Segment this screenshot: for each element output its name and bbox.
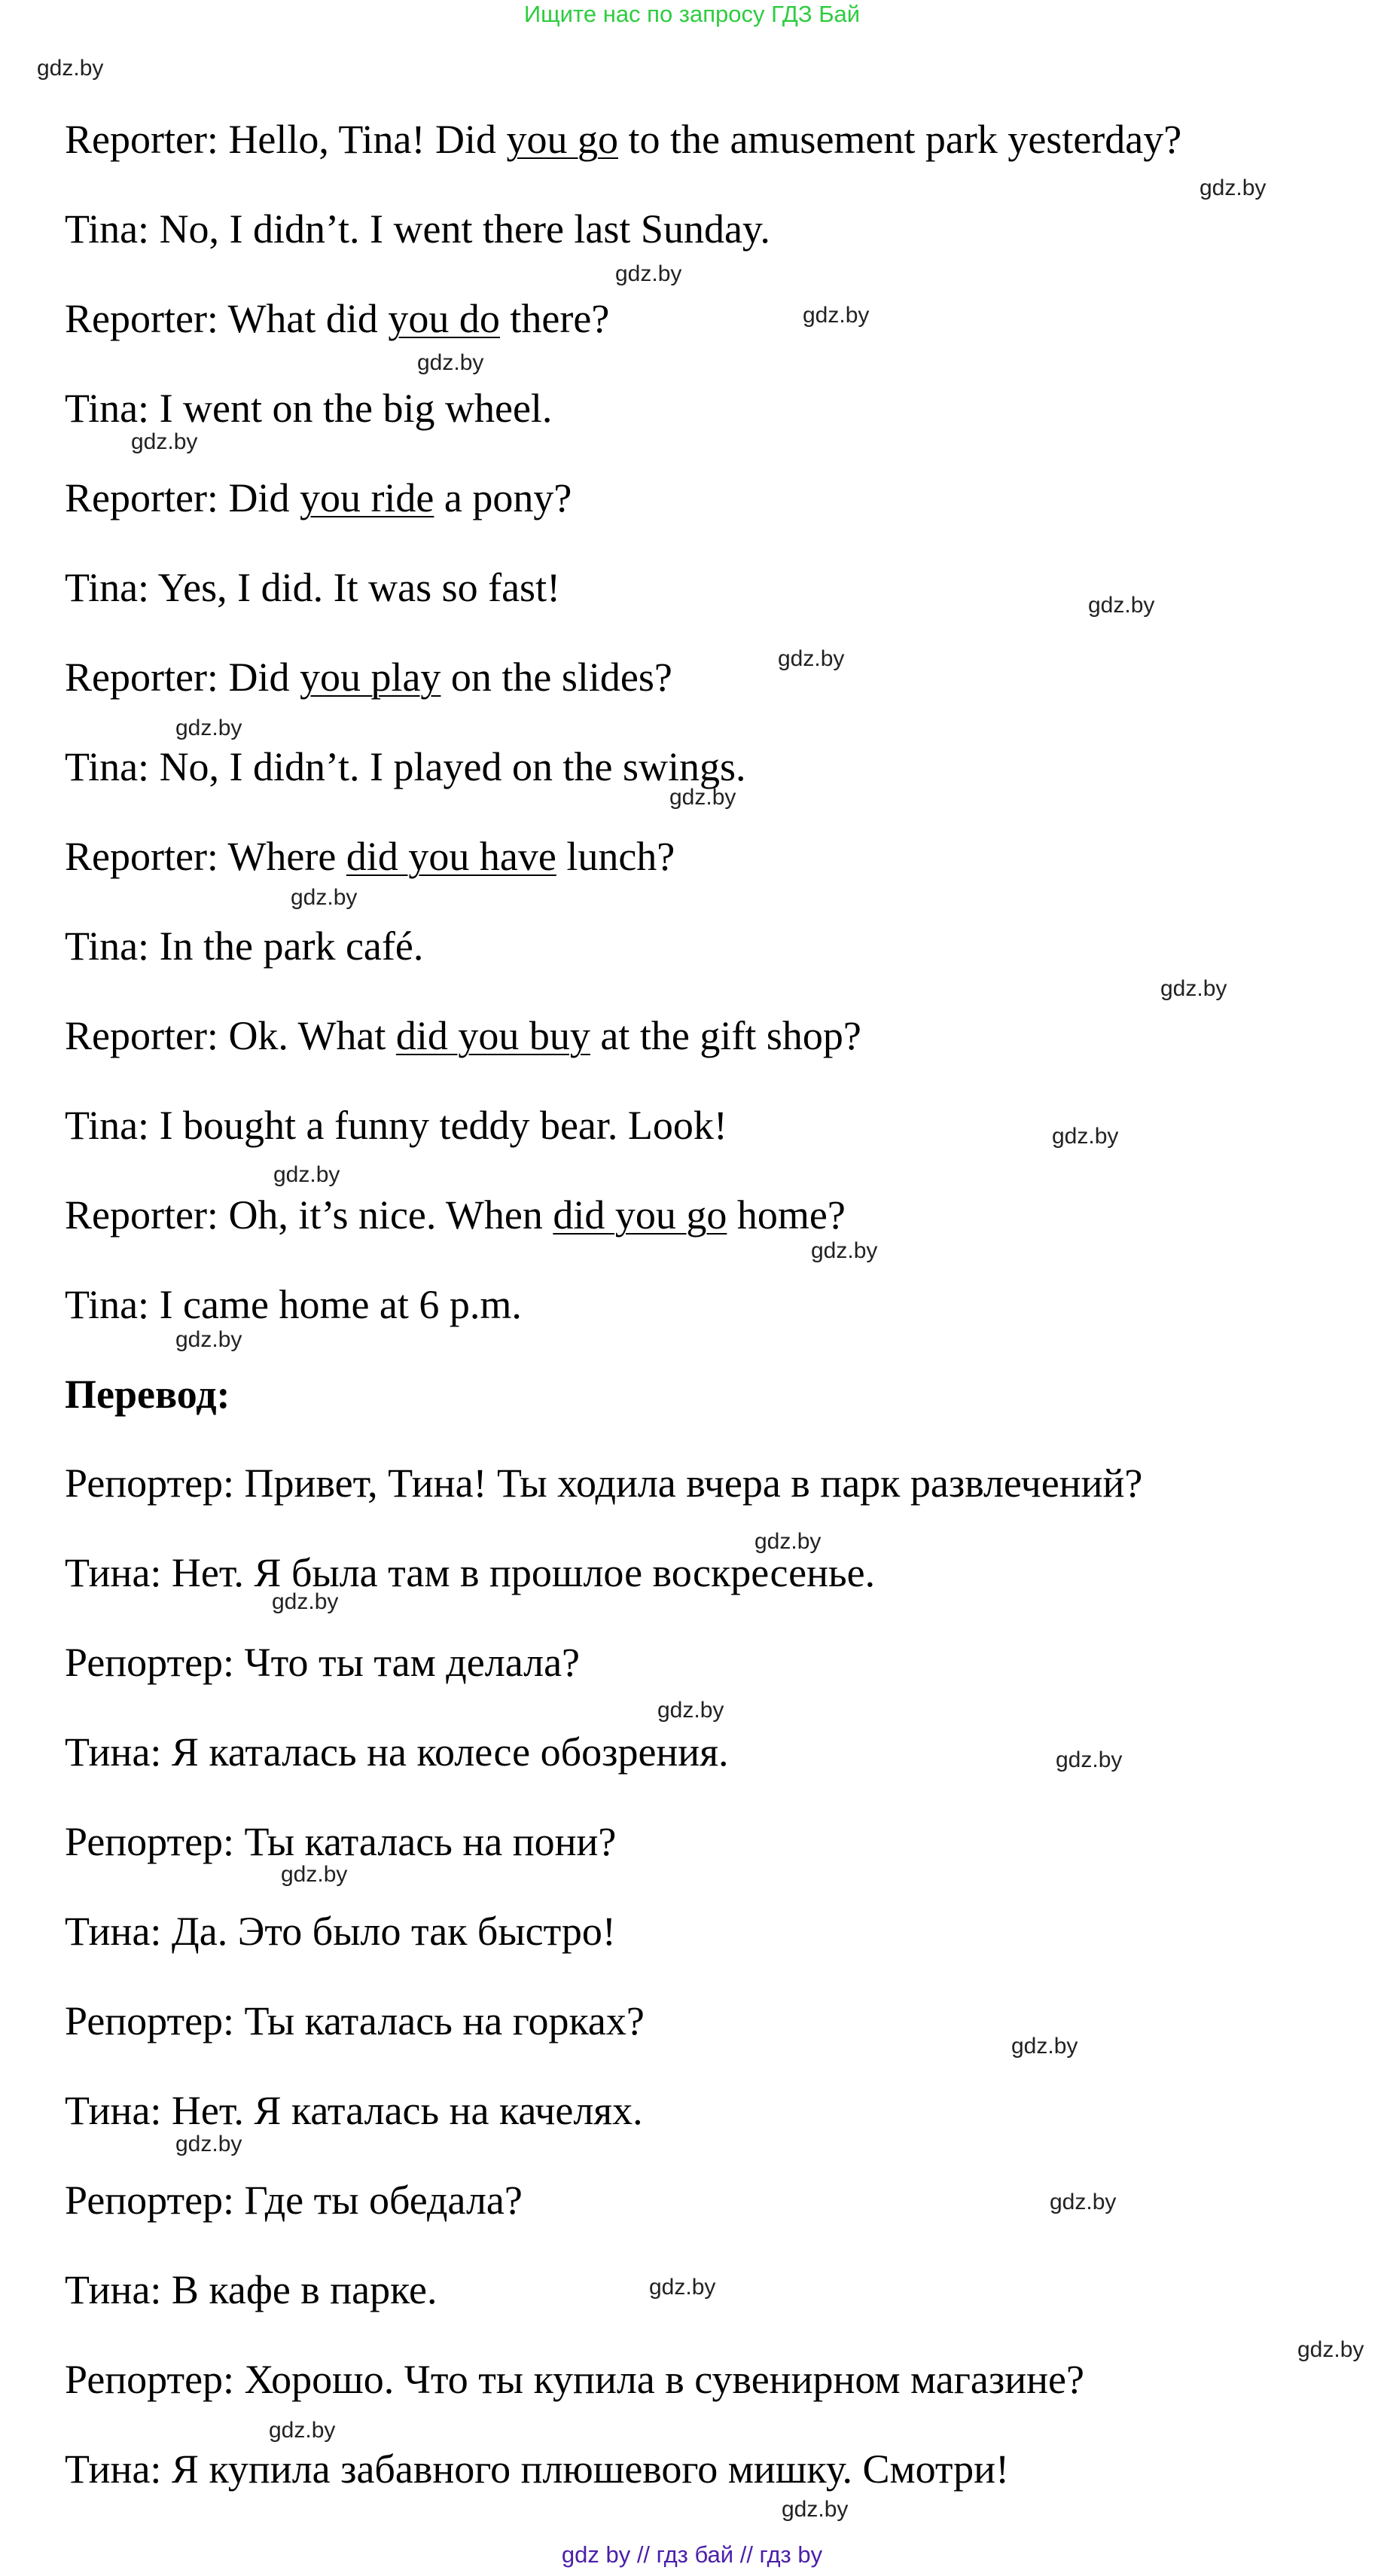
watermark: gdz.by bbox=[1011, 2034, 1078, 2059]
translation-line-reporter bbox=[65, 2176, 523, 2224]
line-text-pre: Oh, it’s nice. When bbox=[228, 1192, 543, 1238]
watermark: gdz.by bbox=[1200, 175, 1267, 200]
line-text-post: on the slides? bbox=[450, 655, 672, 700]
line-text-pre: Did bbox=[228, 475, 290, 520]
speaker-label: Тина: bbox=[65, 1550, 162, 1595]
watermark: gdz.by bbox=[273, 1162, 340, 1187]
speaker-label: Тина: bbox=[65, 2088, 162, 2133]
translation-line-tina bbox=[65, 2445, 1009, 2493]
speaker-label: Reporter: bbox=[65, 296, 218, 341]
line-text: Я каталась на колесе обозрения. bbox=[171, 1729, 729, 1775]
speaker-label: Tina: bbox=[65, 1103, 150, 1148]
watermark: gdz.by bbox=[778, 646, 845, 671]
translation-line-tina bbox=[65, 1549, 875, 1597]
underlined-answer: you go bbox=[506, 117, 618, 162]
watermark: gdz.by bbox=[615, 261, 682, 286]
translation-line-reporter bbox=[65, 2355, 1084, 2404]
footer-links[interactable]: gdz by // гдз бай // гдз by bbox=[561, 2541, 823, 2568]
line-text-pre: Did bbox=[228, 655, 290, 700]
dialogue-line-reporter bbox=[65, 653, 672, 701]
line-text-post: there? bbox=[510, 296, 610, 341]
translation-line-reporter bbox=[65, 1459, 1142, 1507]
watermark: gdz.by bbox=[281, 1862, 348, 1887]
line-text: Ты каталась на пони? bbox=[244, 1819, 617, 1864]
watermark: gdz.by bbox=[1160, 976, 1227, 1001]
line-text: Ты каталась на горках? bbox=[244, 1998, 645, 2043]
line-text-post: home? bbox=[736, 1192, 846, 1238]
line-text: Нет. Я каталась на качелях. bbox=[171, 2088, 643, 2133]
underlined-answer: you ride bbox=[299, 475, 434, 520]
dialogue-line-tina bbox=[65, 1101, 727, 1149]
watermark: gdz.by bbox=[269, 2418, 336, 2443]
underlined-answer: did you buy bbox=[395, 1013, 590, 1058]
line-text: Я купила забавного плюшевого мишку. Смотри! bbox=[171, 2446, 1010, 2492]
speaker-label: Reporter: bbox=[65, 834, 218, 879]
line-text: Нет. Я была там в прошлое воскресенье. bbox=[171, 1550, 876, 1595]
dialogue-line-reporter bbox=[65, 115, 1181, 163]
line-text: I went on the big wheel. bbox=[159, 386, 553, 431]
speaker-label: Репортер: bbox=[65, 2178, 235, 2223]
line-text-post: lunch? bbox=[566, 834, 675, 879]
underlined-answer: did you have bbox=[346, 834, 556, 879]
speaker-label: Репортер: bbox=[65, 1998, 235, 2043]
dialogue-line-tina bbox=[65, 384, 552, 432]
speaker-label: Reporter: bbox=[65, 475, 218, 520]
line-text: В кафе в парке. bbox=[171, 2267, 437, 2312]
watermark: gdz.by bbox=[175, 2132, 242, 2156]
speaker-label: Tina: bbox=[65, 1282, 150, 1327]
dialogue-line-tina bbox=[65, 922, 423, 970]
watermark: gdz.by bbox=[1088, 593, 1155, 618]
speaker-label: Тина: bbox=[65, 1909, 162, 1954]
watermark: gdz.by bbox=[669, 785, 736, 810]
line-text-post: to the amusement park yesterday? bbox=[628, 117, 1182, 162]
line-text: I bought a funny teddy bear. Look! bbox=[159, 1103, 727, 1148]
underlined-answer: you play bbox=[299, 655, 441, 700]
dialogue-line-tina bbox=[65, 205, 770, 253]
dialogue-line-reporter bbox=[65, 1012, 861, 1060]
watermark: gdz.by bbox=[417, 350, 484, 375]
line-text: Хорошо. Что ты купила в сувенирном магазине? bbox=[244, 2357, 1084, 2402]
line-text: In the park café. bbox=[159, 923, 424, 969]
translation-line-tina bbox=[65, 1907, 616, 1955]
watermark: gdz.by bbox=[37, 56, 104, 81]
speaker-label: Репортер: bbox=[65, 1640, 235, 1685]
speaker-label: Репортер: bbox=[65, 1460, 235, 1506]
speaker-label: Tina: bbox=[65, 565, 150, 610]
dialogue-line-tina bbox=[65, 563, 560, 612]
dialogue-line-reporter bbox=[65, 832, 675, 881]
translation-heading: Перевод: bbox=[65, 1372, 230, 1417]
speaker-label: Reporter: bbox=[65, 1013, 218, 1058]
dialogue-line-reporter bbox=[65, 474, 572, 522]
translation-line-reporter bbox=[65, 1818, 616, 1866]
speaker-label: Тина: bbox=[65, 2267, 162, 2312]
watermark: gdz.by bbox=[291, 885, 358, 910]
watermark: gdz.by bbox=[811, 1238, 878, 1263]
translation-line-reporter bbox=[65, 1638, 580, 1686]
speaker-label: Tina: bbox=[65, 923, 150, 969]
watermark: gdz.by bbox=[175, 1327, 242, 1352]
watermark: gdz.by bbox=[649, 2275, 716, 2300]
line-text-pre: Hello, Tina! Did bbox=[228, 117, 496, 162]
dialogue-line-tina bbox=[65, 743, 745, 791]
watermark: gdz.by bbox=[754, 1529, 822, 1554]
watermark: gdz.by bbox=[272, 1589, 339, 1614]
watermark: gdz.by bbox=[1297, 2337, 1364, 2362]
line-text-post: a pony? bbox=[444, 475, 572, 520]
dialogue-line-tina bbox=[65, 1280, 522, 1329]
dialogue-line-reporter bbox=[65, 295, 609, 343]
line-text: I came home at 6 p.m. bbox=[159, 1282, 522, 1327]
speaker-label: Tina: bbox=[65, 386, 150, 431]
speaker-label: Tina: bbox=[65, 744, 150, 789]
translation-line-tina bbox=[65, 2086, 643, 2135]
top-banner[interactable]: Ищите нас по запросу ГДЗ Бай bbox=[523, 1, 861, 27]
watermark: gdz.by bbox=[1050, 2190, 1117, 2214]
watermark: gdz.by bbox=[803, 303, 870, 328]
translation-line-tina bbox=[65, 2266, 437, 2314]
line-text: No, I didn’t. I went there last Sunday. bbox=[159, 206, 770, 252]
watermark: gdz.by bbox=[1052, 1124, 1119, 1149]
speaker-label: Reporter: bbox=[65, 655, 218, 700]
underlined-answer: you do bbox=[388, 296, 500, 341]
line-text-pre: Ok. What bbox=[228, 1013, 386, 1058]
line-text: Да. Это было так быстро! bbox=[171, 1909, 616, 1954]
line-text: Где ты обедала? bbox=[244, 2178, 523, 2223]
translation-line-reporter bbox=[65, 1997, 645, 2045]
line-text-post: at the gift shop? bbox=[600, 1013, 861, 1058]
dialogue-line-reporter bbox=[65, 1191, 846, 1239]
watermark: gdz.by bbox=[657, 1698, 724, 1723]
speaker-label: Tina: bbox=[65, 206, 150, 252]
speaker-label: Reporter: bbox=[65, 1192, 218, 1238]
underlined-answer: did you go bbox=[553, 1192, 727, 1238]
watermark: gdz.by bbox=[175, 716, 242, 740]
speaker-label: Reporter: bbox=[65, 117, 218, 162]
watermark: gdz.by bbox=[131, 429, 198, 454]
line-text: No, I didn’t. I played on the swings. bbox=[159, 744, 746, 789]
line-text: Yes, I did. It was so fast! bbox=[157, 565, 561, 610]
translation-line-tina bbox=[65, 1728, 729, 1776]
line-text-pre: What did bbox=[227, 296, 378, 341]
line-text: Привет, Тина! Ты ходила вчера в парк развлечений? bbox=[244, 1460, 1143, 1506]
speaker-label: Репортер: bbox=[65, 2357, 235, 2402]
watermark: gdz.by bbox=[1056, 1747, 1123, 1772]
line-text-pre: Where bbox=[227, 834, 337, 879]
line-text: Что ты там делала? bbox=[244, 1640, 581, 1685]
speaker-label: Тина: bbox=[65, 1729, 162, 1775]
watermark: gdz.by bbox=[782, 2497, 849, 2522]
speaker-label: Репортер: bbox=[65, 1819, 235, 1864]
speaker-label: Тина: bbox=[65, 2446, 162, 2492]
